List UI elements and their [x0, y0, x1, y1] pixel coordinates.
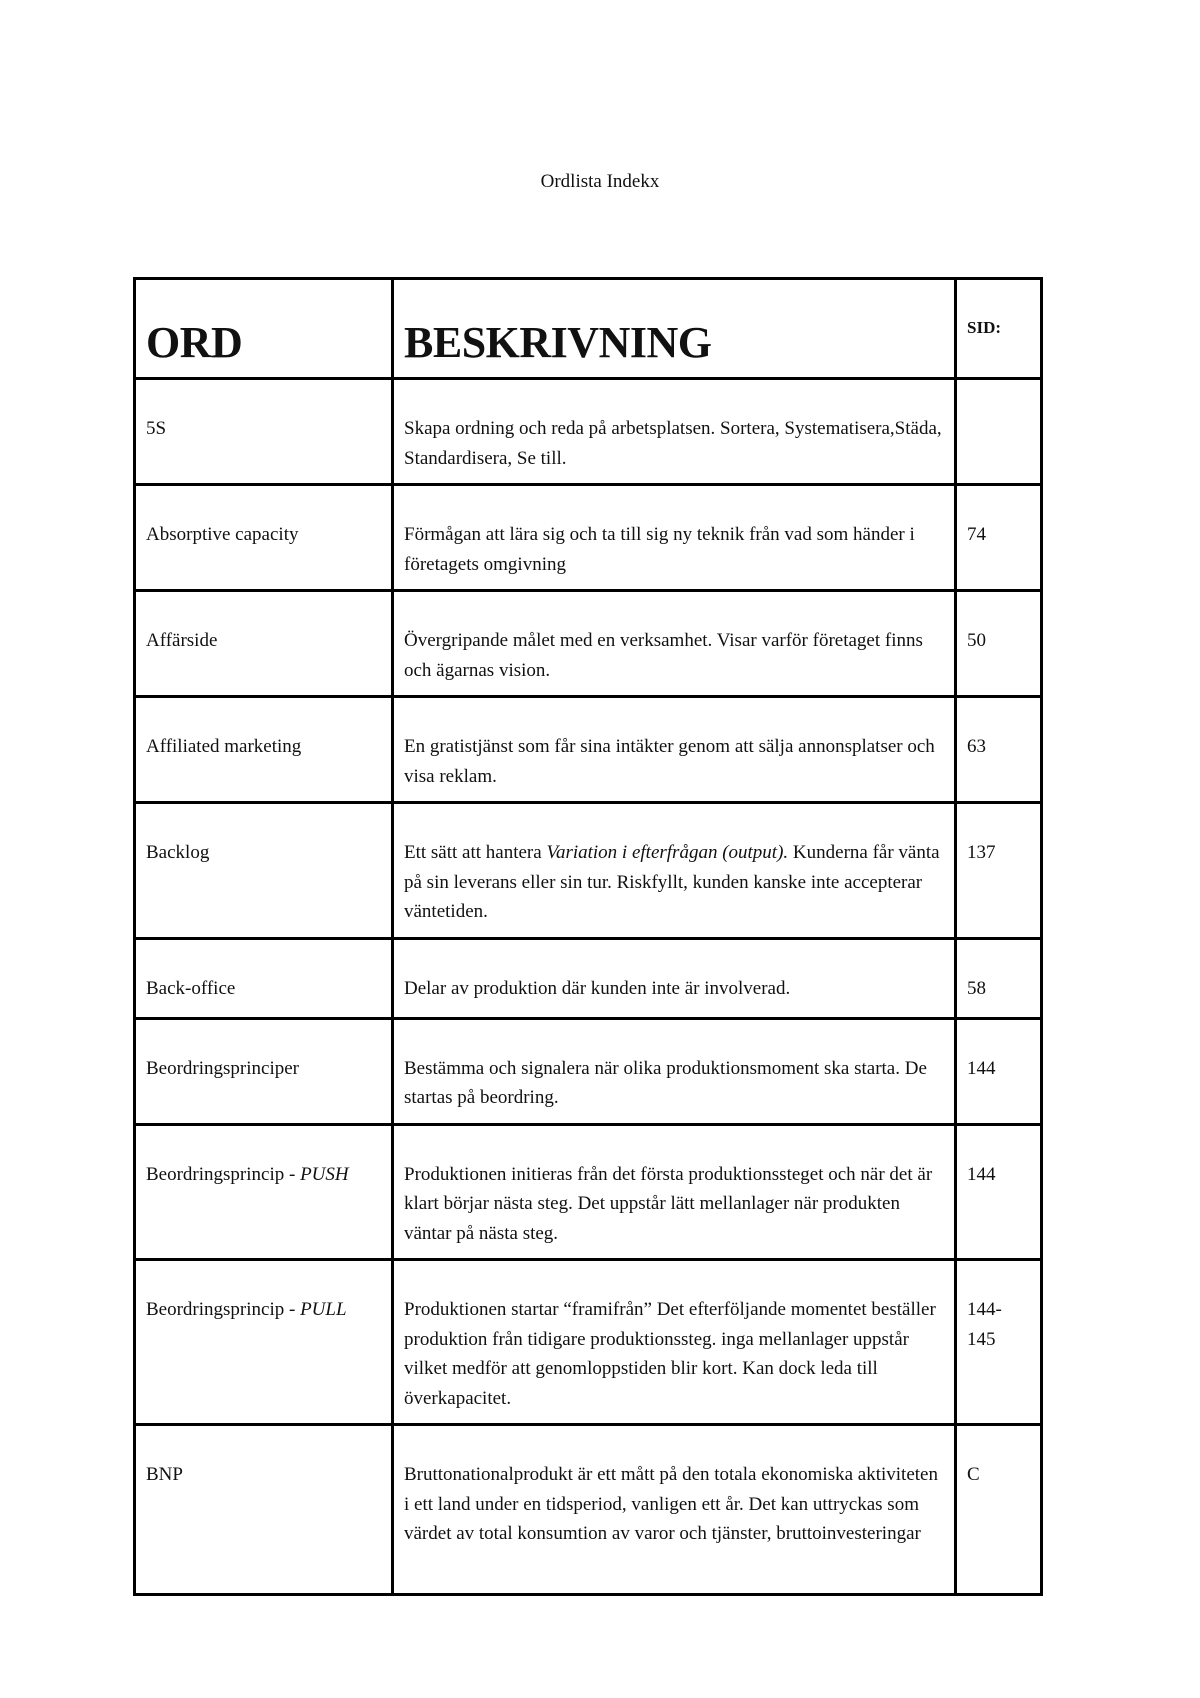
term-cell: BNP — [135, 1425, 393, 1595]
page-cell: 144 — [956, 1124, 1042, 1260]
description-emphasis: Variation i efterfrågan (output). — [546, 842, 789, 863]
description-cell: Delar av produktion där kunden inte är involverad. — [393, 938, 956, 1018]
table-header-row — [135, 279, 1042, 379]
document-title: Ordlista Indekx — [540, 171, 660, 192]
table-row — [135, 803, 1042, 939]
table-row — [135, 1260, 1042, 1425]
table-row — [135, 1124, 1042, 1260]
term-cell: Affiliated marketing — [135, 697, 393, 803]
term-cell: Absorptive capacity — [135, 485, 393, 591]
page-cell: 144-145 — [956, 1260, 1042, 1425]
term-emphasis: PUSH — [300, 1163, 349, 1185]
page-cell: 63 — [956, 697, 1042, 803]
table-row — [135, 697, 1042, 803]
glossary-table — [133, 277, 1043, 1596]
page-cell: 137 — [956, 803, 1042, 939]
description-cell — [393, 803, 956, 939]
term-cell — [135, 1260, 393, 1425]
description-cell: Skapa ordning och reda på arbetsplatsen. Sortera, Systematisera,Städa, Standardisera, Se till. — [393, 379, 956, 485]
description-cell: Övergripande målet med en verksamhet. Visar varför företaget finns och ägarnas vision. — [393, 591, 956, 697]
term-cell: Beordringsprinciper — [135, 1018, 393, 1124]
term-text: Beordringsprincip - — [146, 1299, 301, 1320]
header-page: SID: — [956, 279, 1042, 379]
table-row — [135, 591, 1042, 697]
table-row — [135, 485, 1042, 591]
table-row — [135, 1425, 1042, 1595]
table-row — [135, 1018, 1042, 1124]
table-row — [135, 379, 1042, 485]
page-cell — [956, 379, 1042, 485]
description-text: Ett sätt att hantera — [404, 842, 547, 863]
description-cell: Bestämma och signalera när olika produktionsmoment ska starta. De startas på beordring. — [393, 1018, 956, 1124]
term-cell: 5S — [135, 379, 393, 485]
description-cell: Produktionen initieras från det första produktionssteget och när det är klart börjar nästa steg. Det uppstår lätt mellanlager när produkten väntar på nästa steg. — [393, 1124, 956, 1260]
description-cell: Bruttonationalprodukt är ett mått på den totala ekonomiska aktiviteten i ett land under en tidsperiod, vanligen ett år. Det kan uttryckas som värdet av total konsumtion av varor och tjänster, bruttoinvesteringar — [393, 1425, 956, 1595]
header-word: ORD — [135, 279, 393, 379]
table-row — [135, 938, 1042, 1018]
term-cell: Backlog — [135, 803, 393, 939]
term-cell: Back-office — [135, 938, 393, 1018]
page-cell: 74 — [956, 485, 1042, 591]
term-emphasis: PULL — [300, 1299, 347, 1320]
description-cell: Förmågan att lära sig och ta till sig ny teknik från vad som händer i företagets omgivning — [393, 485, 956, 591]
header-description: BESKRIVNING — [393, 279, 956, 379]
page-cell: 144 — [956, 1018, 1042, 1124]
description-text: Kunderna får vänta på sin leverans eller sin tur. Riskfyllt, kunden kanske inte accepterar väntetiden. — [404, 842, 940, 922]
page-cell: 50 — [956, 591, 1042, 697]
page-cell: 58 — [956, 938, 1042, 1018]
term-cell — [135, 1124, 393, 1260]
term-text: Beordringsprincip - — [146, 1163, 301, 1185]
page-cell: C — [956, 1425, 1042, 1595]
description-cell: Produktionen startar “framifrån” Det efterföljande momentet beställer produktion från tidigare produktionssteg. inga mellanlager uppstår vilket medför att genomloppstiden blir kort. Kan dock leda till överkapacitet. — [393, 1260, 956, 1425]
term-cell: Affärside — [135, 591, 393, 697]
description-cell: En gratistjänst som får sina intäkter genom att sälja annonsplatser och visa reklam. — [393, 697, 956, 803]
